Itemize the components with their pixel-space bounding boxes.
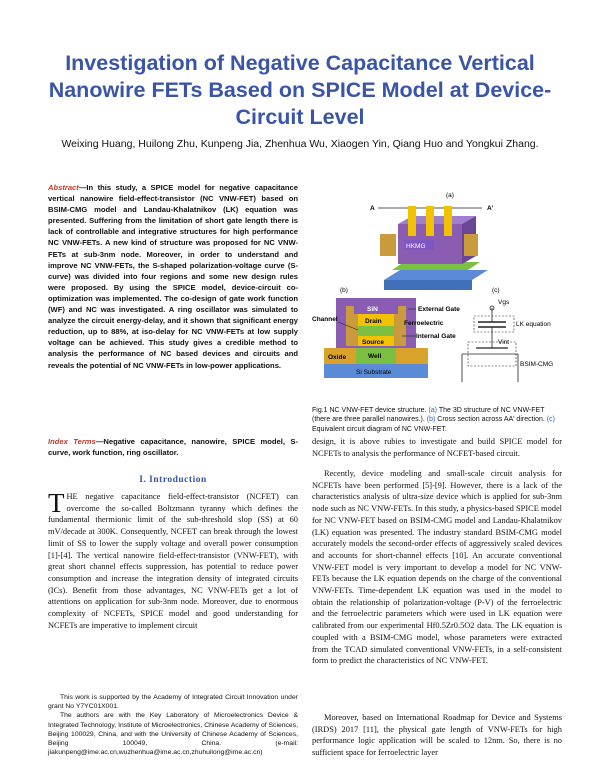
fig-b-substrate-label: Si Substrate (356, 369, 392, 376)
fig-b-sin-label: SiN (367, 306, 378, 313)
caption-text-c: Equivalent circuit diagram of NC VNW-FET. (312, 425, 447, 433)
fig-c-bsim-label: BSIM-CMG (520, 361, 554, 368)
fig-label-b: (b) (340, 287, 348, 294)
fig-c-lk-label: LK equation (516, 321, 551, 328)
fig-label-c: (c) (492, 287, 500, 294)
footnote-funding: This work is supported by the Academy of Integrated Circuit Innovation under grant No Y7YC01X001. (48, 694, 298, 711)
caption-text-a: The 3D structure of NC VNW-FET (there are three parallel nanowires.). (312, 407, 545, 424)
right-column-paragraph-3: Moreover, based on International Roadmap for Device and Systems (IRDS) 2017 [11], the physical gate length of VNW-FETs for high performance logic application will be scaled to 12nm. So, there is no sufficient space for ferroelectric layer (312, 713, 562, 758)
right-column-paragraph-2: Recently, device modeling and small-scale circuit analysis for NCFETs have been performed [5]-[9]. However, there is a lack of the characteristics analysis of ultra-size device which is applied for sub-3nm node such as NC VNW-FETs. In this study, a physics-based SPICE model for NC VNW-FET based on BSIM-CMG model and Landau-Khalatnikov (LK) equation was presented. The industry standard BSIM-CMG model accurately models the second-order effects of aggressively scaled devices and accounts for short-channel effects [10]. An accurate conventional VNW-FET model is very important to develop a model for NC VNW-FETs because the LK equation depends on the charge of the conventional VNW-FETs. Time-dependent LK equation was used in the model to obtain the relationship of polarization-voltage (P-V) of the ferroelectric and the ferroelectric parameters which were used in LK equation were calibrated from our experimental Hf0.5Zr0.5O2 data. The LK equation is coupled with a BSIM-CMG model, whose parameters were extracted from the TCAD simulated conventional VNW-FETs, in a self-consistent form to predict the characteristics of NC VNW-FET. (312, 469, 562, 666)
caption-text-b: Cross section across AA' direction. (435, 416, 547, 424)
fig-a-nanowire-3 (444, 206, 452, 236)
fig-b-source-label: Source (362, 339, 385, 346)
fig-a-contact-right (464, 234, 478, 256)
fig-c-vint-label: Vint (498, 339, 510, 346)
caption-ref-c: (c) (546, 416, 555, 424)
caption-prefix: Fig.1 NC VNW-FET device structure. (312, 407, 429, 414)
fig-label-a: (a) (446, 192, 454, 199)
fig-b-external-gate-label: External Gate (418, 306, 460, 313)
fig-b-channel-label: Channel (312, 316, 338, 323)
footnote (48, 693, 298, 757)
fig-a-hkmg-label: HKMG (406, 243, 426, 250)
fig-a-nanowire-1 (408, 206, 416, 236)
fig-b-ferroelectric-label: Ferroelectric (404, 320, 444, 327)
drop-cap: T (48, 488, 65, 518)
fig-c-lk-box (474, 316, 514, 332)
author-list: Weixing Huang, Huilong Zhu, Kunpeng Jia, Zhenhua Wu, Xiaogen Yin, Qiang Huo and Yongkui Zhang. (61, 138, 539, 150)
fig-b-oxide-label: Oxide (328, 354, 347, 361)
index-terms-label: Index Terms (48, 437, 96, 446)
paper-title: Investigation of Negative Capacitance Vertical Nanowire FETs Based on SPICE Model at Device-Circuit Level (48, 51, 552, 129)
fig-b-drain-label: Drain (365, 318, 382, 325)
footnote-affiliation: The authors are with the Key Laboratory of Microelectronics Device & Integrated Technology, Institute of Microelectronics, Chinese Academy of Sciences, Beijing 100029, China, and with the University of Chinese Academy of Sciences, Beijing 100049, China. (e-mail: jiakunpeng@ime.ac.cn,wuzhenhua@ime.ac.cn,zhuhuilong@ime.ac.cn) (48, 712, 298, 757)
caption-ref-a: (a) (428, 407, 437, 414)
fig-a-substrate (384, 270, 488, 280)
fig-a-nanowire-2 (426, 206, 434, 236)
figure-1 (312, 188, 560, 410)
cross-section-label-a: A (370, 205, 375, 212)
abstract-label: Abstract (48, 183, 79, 192)
fig-b-well-label: Well (368, 353, 382, 360)
fig-b-internal-gate-label: Internal Gate (416, 333, 456, 340)
introduction-text: HE negative capacitance field-effect-transistor (NCFET) can overcome the so-called Boltzmann tyranny which defines the fundamental thermionic limit of the sub-threshold slop (SS) at 60 mV/decade at 300K. Consequently, NCFET can break through the lowest limit of SS to lower the supply voltage and overall power consumption [1]-[4]. The vertical nanowire field-effect-transistor (VNW-FET), with great short channel effects suppression, has potential to reduce power consumption and increase the integration density of integrated circuits (ICs). Benefit from those advantages, NC VNW-FETs get a lot of attentions on application for sub-3nm node. Moreover, due to enormous complexity of NCFETs, SPICE model and good understanding for NCFETs are imperative to implement circuit (48, 492, 298, 630)
introduction-paragraph (48, 488, 298, 631)
caption-ref-b: (b) (426, 416, 436, 424)
section-heading-introduction: I. Introduction (139, 475, 207, 485)
fig-a-substrate-front (384, 280, 472, 290)
fig-a-contact-left (380, 234, 396, 256)
fig-c-vgs-label: Vgs (498, 299, 510, 306)
abstract-text: —In this study, a SPICE model for negative capacitance vertical nanowire field-effect-transistor (NC VNW-FET) based on BSIM-CMG model and Landau-Khalatnikov (LK) equation was presented. Suffering from the limitation of short gate length there is lack of controllable and integrative structures for high performance NC VNW-FETs. A new kind of structure was proposed for NC VNW-FETs at sub-3nm node. Moreover, in order to understand and improve NC VNW-FETs, the S-shaped polarization-voltage curve (S-curve) was divided into four regions and some new design rules were proposed. By using the SPICE model, device-circuit co-optimization was implemented. The co-design of gate work function (WF) and NC was investigated. A ring oscillator was simulated to analyze the circuit energy-delay, and it shown that significant energy reduction, up to 88%, at iso-delay for NC VNW-FETs at low supply voltage can be achieved. This study gives a credible method to analysis the performance of NC based devices and circuits and reveals the potential of NC VNW-FETs in low-power applications. (48, 183, 298, 370)
fig-b-channel (358, 326, 394, 336)
figure-1-caption (312, 406, 562, 434)
index-terms (48, 436, 298, 458)
index-terms-text: —Negative capacitance, nanowire, SPICE model, S-curve, work function, ring oscillator. (48, 437, 298, 458)
right-column-paragraph-1: design, it is above rubies to investigate and build SPICE model for NCFETs to analysis the performance of NCFET-based circuit. (312, 437, 562, 458)
cross-section-label-a-prime: A' (487, 205, 494, 212)
abstract (48, 182, 298, 371)
